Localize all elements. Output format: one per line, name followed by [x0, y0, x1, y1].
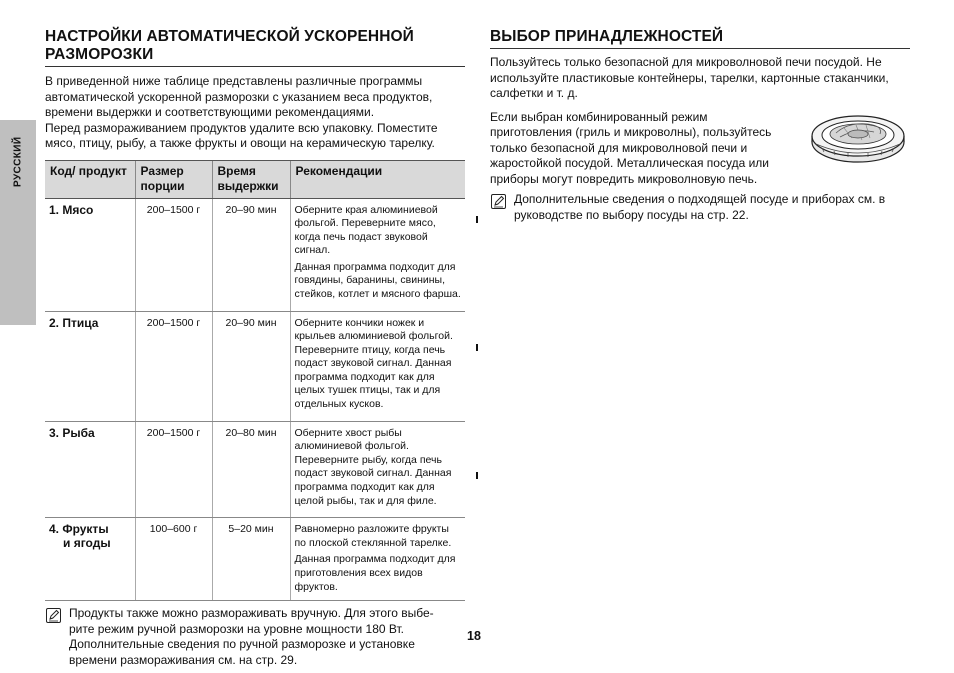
- row-code: [45, 518, 135, 601]
- note-pencil-icon: [491, 194, 506, 209]
- row-time: 20–80 мин: [212, 421, 290, 518]
- row-code: [45, 198, 135, 311]
- note-text: Дополнительные сведения о подходящей посуде и приборах см. в руководстве по выбору посуды на стр. 22.: [514, 192, 886, 222]
- code-label: 1. Мясо: [49, 202, 94, 217]
- page-number: 18: [467, 629, 481, 643]
- row-code: [45, 421, 135, 518]
- code-label-2: и ягоды: [63, 535, 111, 550]
- row-size: 200–1500 г: [135, 198, 212, 311]
- header-code: Код/ продукт: [45, 160, 135, 198]
- defrost-section: [45, 28, 465, 668]
- defrost-title: НАСТРОЙКИ АВТОМАТИЧЕСКОЙ УСКОРЕННОЙ РАЗМОРОЗКИ: [45, 28, 465, 67]
- accessories-combined-mode: Если выбран комбинированный режим приготовления (гриль и микроволны), пользуйтесь только безопасной для микроволновой печи и жаростойкой посудой. Металлическая посуда или приборы могут повредить микроволновую печь.: [490, 109, 772, 186]
- defrost-instructions: Перед размораживанием продуктов удалите всю упаковку. Поместите мясо, птицу, рыбу, а также фрукты и овощи на керамическую тарелку.: [45, 120, 438, 150]
- row-code: [45, 311, 135, 421]
- accessories-title: ВЫБОР ПРИНАДЛЕЖНОСТЕЙ: [490, 28, 910, 49]
- row-time: 5–20 мин: [212, 518, 290, 601]
- row-time: 20–90 мин: [212, 311, 290, 421]
- row-size: 200–1500 г: [135, 311, 212, 421]
- row-recommendation: [290, 198, 465, 311]
- language-tab-label: РУССКИЙ: [12, 136, 24, 188]
- margin-mark: [476, 344, 478, 351]
- table-row: [45, 421, 465, 518]
- accessories-note: [490, 192, 890, 223]
- recommendation-text: Оберните хвост рыбы алюминиевой фольгой. Переверните рыбу, когда печь подаст звуковой сигнал. Данная программа подходит как для целой рыбы, так и для филе.: [294, 426, 452, 507]
- code-label: 4. Фрукты: [49, 522, 109, 537]
- table-row: [45, 311, 465, 421]
- table-row: [45, 518, 465, 601]
- recommendation-text: Равномерно разложите фрукты по плоской стеклянной тарелке.: [294, 523, 452, 549]
- margin-mark: [476, 472, 478, 479]
- recommendation-text: Данная программа подходит для говядины, баранины, свинины, стейков, котлет и мясного фарша.: [294, 260, 461, 301]
- row-time: 20–90 мин: [212, 198, 290, 311]
- header-size: Размер порции: [135, 160, 212, 198]
- defrost-intro: В приведенной ниже таблице представлены различные программы автоматической ускоренной разморозки с указанием веса продуктов, времени выдержки и соответствующими рекомендациями.: [45, 74, 433, 119]
- accessories-intro: Пользуйтесь только безопасной для микроволновой печи посудой. Не используйте пластиковые контейнеры, тарелки, картонные стаканчики, салфетки и т. д.: [490, 55, 889, 100]
- defrost-table: [45, 160, 465, 602]
- table-header-row: [45, 160, 465, 198]
- recommendation-text: Данная программа подходит для приготовления всех видов фруктов.: [294, 553, 456, 593]
- row-size: 100–600 г: [135, 518, 212, 601]
- note-text: Продукты также можно размораживать вручную. Для этого выбе- рите режим ручной разморозки на уровне мощности 180 Вт. Дополнительные сведения по ручной разморозке и установке времени размораживания см. на стр. 29.: [69, 606, 434, 667]
- table-row: [45, 198, 465, 311]
- note-pencil-icon: [46, 608, 61, 623]
- row-recommendation: [290, 518, 465, 601]
- recommendation-text: Оберните кончики ножек и крыльев алюминиевой фольгой. Переверните птицу, когда печь подаст звуковой сигнал. Данная программа подходит как для целых тушек птицы, так и для отдельных кусков.: [294, 316, 453, 411]
- header-recommendations: Рекомендации: [290, 160, 465, 198]
- margin-mark: [476, 216, 478, 223]
- row-size: 200–1500 г: [135, 421, 212, 518]
- defrost-note: [45, 606, 455, 668]
- row-recommendation: [290, 421, 465, 518]
- header-time: Время выдержки: [212, 160, 290, 198]
- row-recommendation: [290, 311, 465, 421]
- recommendation-text: Оберните края алюминиевой фольгой. Переверните мясо, когда печь подаст звуковой сигнал.: [294, 203, 438, 257]
- crusty-plate-illustration: [808, 104, 908, 166]
- code-label: 2. Птица: [49, 315, 99, 330]
- code-label: 3. Рыба: [49, 425, 95, 440]
